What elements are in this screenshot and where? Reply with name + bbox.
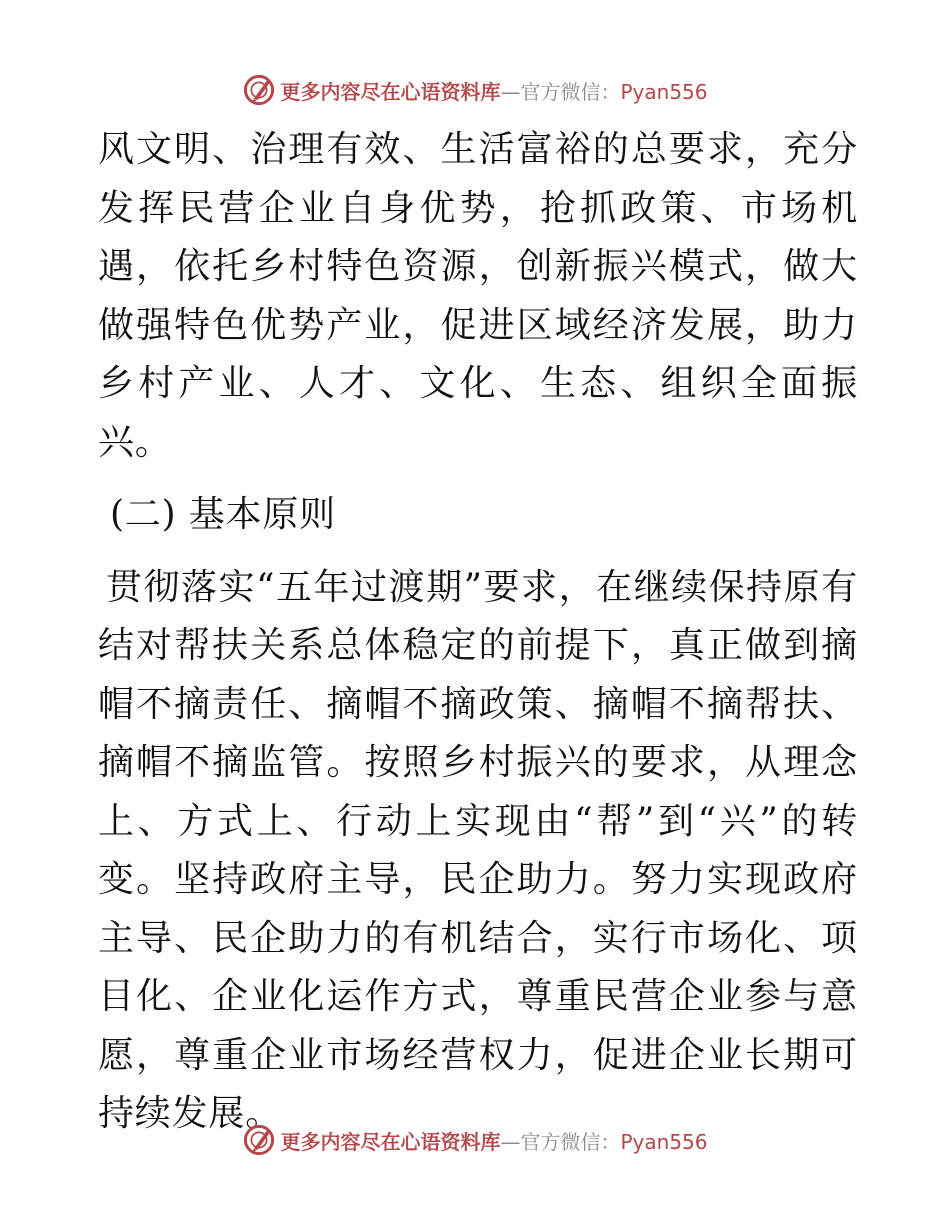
watermark-dash: —	[500, 79, 521, 104]
watermark-dash: —	[500, 1129, 521, 1154]
watermark-wechat-id: Pyan556	[620, 1129, 708, 1154]
quill-logo-icon	[242, 1123, 276, 1157]
section-heading: (二) 基本原则	[110, 494, 336, 535]
watermark-main-text: 更多内容尽在心语资料库	[280, 1129, 501, 1154]
watermark-text	[280, 1126, 707, 1155]
watermark-wechat-label: 官方微信：	[520, 79, 621, 104]
footer-watermark	[0, 1120, 950, 1160]
paragraph-2-text: 贯彻落实“五年过渡期”要求，在继续保持原有结对帮扶关系总体稳定的前提下，真正做到摘帽不摘责任、摘帽不摘政策、摘帽不摘帮扶、摘帽不摘监管。按照乡村振兴的要求，从理念上、方式上、行动上实现由“帮”到“兴”的转变。坚持政府主导，民企助力。努力实现政府主导、民企助力的有机结合，实行市场化、项目化、企业化运作方式，尊重民营企业参与意愿，尊重企业市场经营权力，促进企业长期可持续发展。	[98, 566, 858, 1134]
header-watermark	[0, 70, 950, 110]
document-body	[98, 121, 858, 1144]
paragraph-2	[98, 559, 858, 1144]
paragraph-1: 风文明、治理有效、生活富裕的总要求，充分发挥民营企业自身优势，抢抓政策、市场机遇，依托乡村特色资源，创新振兴模式，做大做强特色优势产业，促进区域经济发展，助力乡村产业、人才、文化、生态、组织全面振兴。	[98, 129, 858, 463]
watermark-text	[280, 76, 707, 105]
watermark-wechat-id: Pyan556	[620, 79, 708, 104]
watermark-main-text: 更多内容尽在心语资料库	[280, 79, 501, 104]
watermark-wechat-label: 官方微信：	[520, 1129, 621, 1154]
quill-logo-icon	[242, 73, 276, 107]
